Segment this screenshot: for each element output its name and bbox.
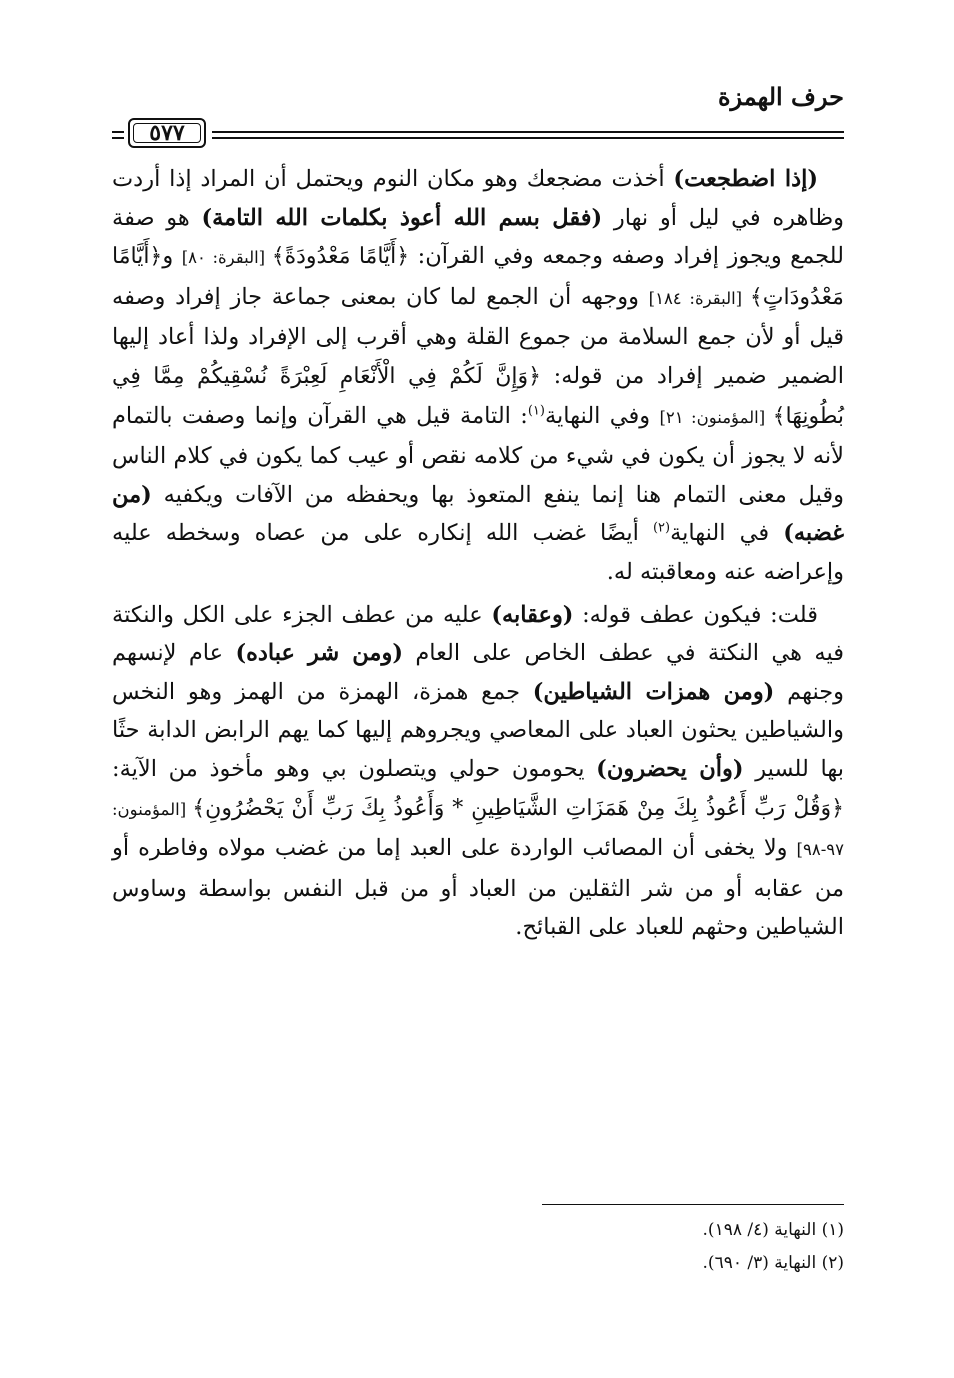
verse-reference: [البقرة: ١٨٤] (648, 288, 750, 308)
quran-quote: ﴿وَقُلْ رَبِّ أَعُوذُ بِكَ مِنْ هَمَزَاتِ الشَّيَاطِينِ * وَأَعُوذُ بِكَ رَبِّ أَنْ يَحْضُرُونِ﴾ (192, 795, 845, 821)
text-run: جمع همزة، الهمزة من الهمز وهو النخس والشياطين يحثون العباد على المعاصي ويجروهم إليها كما يهم الرابض الدابة حثًا بها للسير (112, 678, 844, 782)
keyword-phrase: (وعقابه) (491, 601, 574, 628)
text-run: وفي النهاية (544, 402, 660, 429)
verse-reference: [البقرة: ٨٠] (181, 248, 272, 268)
header-double-line (212, 131, 844, 139)
paragraph-1 (112, 160, 844, 592)
paragraph-2 (112, 596, 844, 947)
footnote-marker[interactable]: (٢) (652, 520, 671, 536)
text-run: قلت: فيكون عطف قوله: (573, 601, 819, 628)
running-header-title: حرف الهمزة (717, 82, 844, 111)
text-run: ووجهه أن الجمع لما كان بمعنى جماعة جاز إفراد وصفه قيل أو لأن جمع السلامة من جموع القلة وهي أقرب إلى الإفراد ولذا أعاد إليها الضمير ضمير إفراد من قوله: (112, 283, 844, 389)
keyword-phrase: (من غضبه) (112, 481, 844, 547)
text-run: في النهاية (670, 520, 784, 547)
verse-reference: [المؤمنون: ٩٧-٩٨] (112, 799, 844, 860)
text-run: عليه من عطف الجزء على الكل والنكتة فيه هي النكتة في عطف الخاص على العام (112, 601, 844, 667)
header-line-tail (112, 131, 124, 139)
keyword-phrase: (فقل بسم الله أعوذ بكلمات الله التامة) (201, 204, 603, 231)
keyword-phrase: (وأن يحضرون) (596, 755, 744, 782)
text-run: عام لإنسهم وجنهم (112, 640, 845, 705)
footnote-1: (١) النهاية (٤/ ١٩٨). (702, 1220, 844, 1240)
keyword-phrase: (ومن همزات الشياطين) (532, 678, 775, 705)
quran-quote: ﴿وَإِنَّ لَكُمْ فِي الْأَنْعَامِ لَعِبْرَةً نُسْقِيكُمْ مِمَّا فِي بُطُونِهَا﴾ (112, 363, 844, 429)
quran-quote: ﴿أَيَّامًا مَعْدُودَاتٍ﴾ (112, 244, 844, 310)
keyword-phrase: (إذا اضطجعت) (673, 166, 818, 192)
text-run: أخذت مضجعك وهو مكان النوم ويحتمل أن المراد إذا أردت وظاهره في ليل أو نهار (112, 166, 845, 231)
text-run: هو صفة للجمع ويجوز إفراد وصفه وجمعه وفي القرآن: (112, 204, 844, 270)
footnote-marker[interactable]: (١) (527, 403, 545, 419)
footnote-separator (542, 1204, 844, 1205)
footnotes (703, 1214, 844, 1280)
quran-quote: ﴿أَيَّامًا مَعْدُودَةً﴾ (271, 244, 410, 270)
text-run: أيضًا غضب الله إنكاره على من عصاه وسخطه عليه وإعراضه عنه ومعاقبته له. (112, 520, 844, 585)
verse-reference: [المؤمنون: ٢١] (659, 407, 773, 427)
page-number: ٥٧٧ (128, 118, 206, 148)
text-run: يحومون حولي ويتصلون بي وهو مأخوذ من الآية: (112, 755, 597, 782)
text-run: : التامة قيل هي القرآن وإنما وصفت بالتمام لأنه لا يجوز أن يكون في شيء من كلامه نقص أو عيب كما يكون في كلام الناس وقيل معنى التمام هنا إنما ينفع المتعوذ بها ويحفظه من الآفات ويكفيه (112, 402, 844, 508)
text-run: و (162, 243, 182, 270)
keyword-phrase: (ومن شر عباده) (235, 640, 403, 667)
text-run: ولا يخفى أن المصائب الواردة على العبد إما من غضب مولاه وفاطره أو من عقابه أو من شر الثقلين من العباد أو من قبل النفس بواسطة وساوس الشياطين وحثهم للعباد على القبائح. (112, 835, 844, 941)
header-rule (112, 118, 844, 152)
main-text (112, 160, 844, 947)
footnote-2: (٢) النهاية (٣/ ٦٩٠). (702, 1253, 844, 1273)
